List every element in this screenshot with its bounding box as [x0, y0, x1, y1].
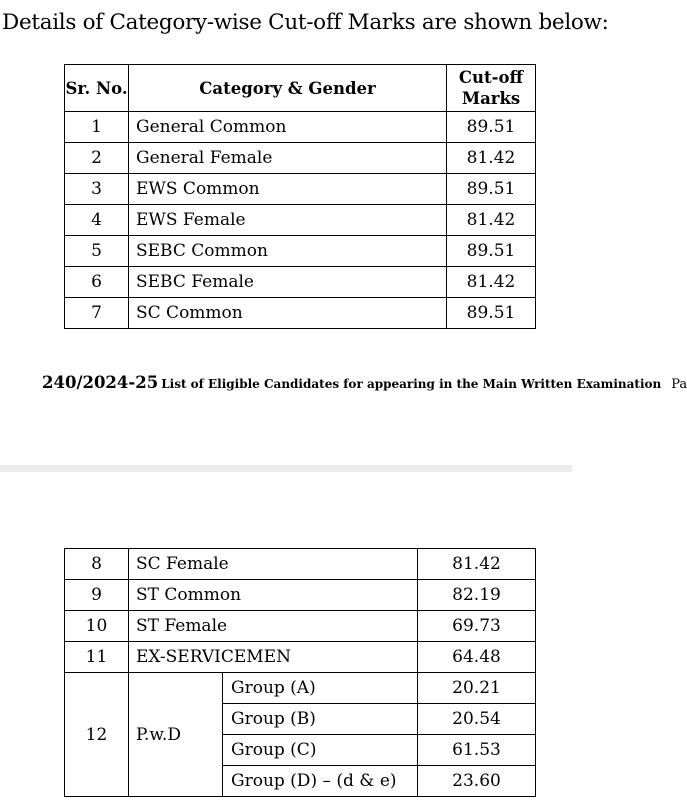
row-category: ST Common [129, 580, 418, 611]
table-row [65, 174, 536, 205]
cutoff-table-page1 [64, 64, 536, 329]
row-category: P.w.D [129, 673, 223, 797]
page-separator [0, 465, 572, 472]
row-category: General Common [129, 112, 447, 143]
pwd-group-name: Group (B) [223, 704, 418, 735]
row-category: SEBC Female [129, 267, 447, 298]
row-category: SC Female [129, 549, 418, 580]
row-sr-no: 11 [65, 642, 129, 673]
row-sr-no: 2 [65, 143, 129, 174]
row-cutoff-marks: 64.48 [418, 642, 536, 673]
pwd-group-name: Group (C) [223, 735, 418, 766]
row-sr-no: 1 [65, 112, 129, 143]
footer-title: List of Eligible Candidates for appearing in the Main Written Examination [161, 377, 662, 391]
row-category: General Female [129, 143, 447, 174]
footer-number: 240/2024-25 [42, 373, 159, 392]
table-row [65, 549, 536, 580]
pwd-group-name: Group (D) – (d & e) [223, 766, 418, 797]
pwd-group-marks: 20.21 [418, 673, 536, 704]
row-cutoff-marks: 81.42 [447, 267, 536, 298]
pwd-group-marks: 23.60 [418, 766, 536, 797]
row-cutoff-marks: 89.51 [447, 174, 536, 205]
row-sr-no: 4 [65, 205, 129, 236]
table-row [65, 236, 536, 267]
table-row [65, 112, 536, 143]
row-category: EWS Common [129, 174, 447, 205]
row-sr-no: 9 [65, 580, 129, 611]
header-row [65, 65, 536, 112]
table-row [65, 205, 536, 236]
row-cutoff-marks: 89.51 [447, 112, 536, 143]
row-cutoff-marks: 82.19 [418, 580, 536, 611]
row-sr-no: 7 [65, 298, 129, 329]
header-sr-no: Sr. No. [65, 65, 129, 112]
row-cutoff-marks: 69.73 [418, 611, 536, 642]
row-sr-no: 5 [65, 236, 129, 267]
table-row [65, 298, 536, 329]
footer-truncated-text: Pa [671, 377, 687, 392]
row-sr-no: 3 [65, 174, 129, 205]
row-cutoff-marks: 81.42 [418, 549, 536, 580]
row-cutoff-marks: 89.51 [447, 298, 536, 329]
row-category: ST Female [129, 611, 418, 642]
cutoff-table-page2 [64, 548, 536, 797]
table-row [65, 642, 536, 673]
row-sr-no: 6 [65, 267, 129, 298]
row-category: SC Common [129, 298, 447, 329]
table-row [65, 267, 536, 298]
table-row [65, 611, 536, 642]
page-footer [42, 373, 687, 392]
row-category: EX-SERVICEMEN [129, 642, 418, 673]
table-row [65, 143, 536, 174]
row-category: EWS Female [129, 205, 447, 236]
pwd-group-marks: 61.53 [418, 735, 536, 766]
row-sr-no: 10 [65, 611, 129, 642]
row-cutoff-marks: 89.51 [447, 236, 536, 267]
table-row-pwd-group [65, 673, 536, 704]
header-category: Category & Gender [129, 65, 447, 112]
row-cutoff-marks: 81.42 [447, 143, 536, 174]
row-category: SEBC Common [129, 236, 447, 267]
row-sr-no: 8 [65, 549, 129, 580]
row-sr-no: 12 [65, 673, 129, 797]
row-cutoff-marks: 81.42 [447, 205, 536, 236]
table-row [65, 580, 536, 611]
pwd-group-marks: 20.54 [418, 704, 536, 735]
header-cutoff-marks: Cut-off Marks [447, 65, 536, 112]
intro-text: Details of Category-wise Cut-off Marks are shown below: [2, 10, 609, 35]
pwd-group-name: Group (A) [223, 673, 418, 704]
